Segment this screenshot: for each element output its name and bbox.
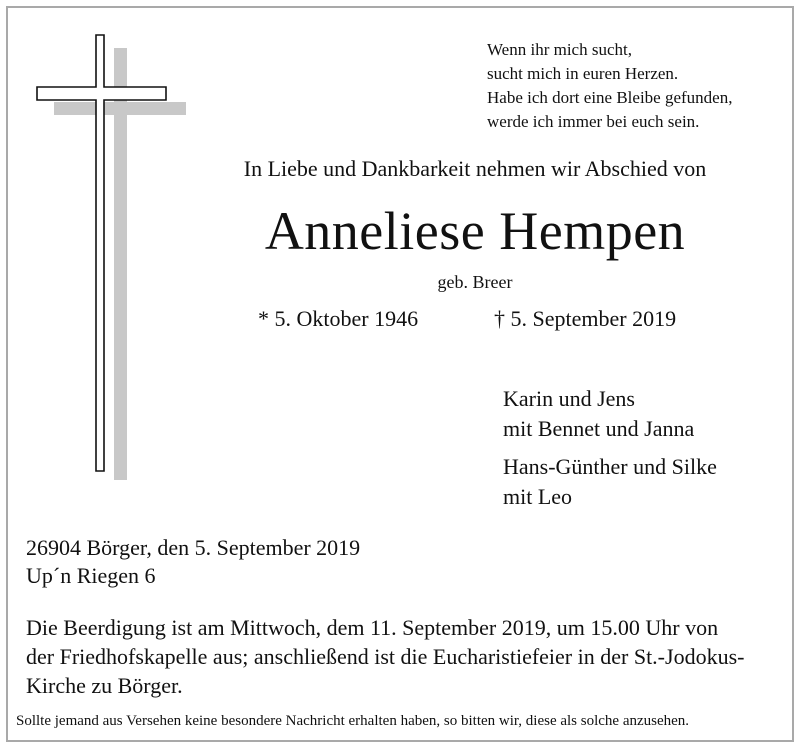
family-line: Karin und Jens xyxy=(503,386,635,411)
poem xyxy=(487,38,777,134)
poem-line: werde ich immer bei euch sein. xyxy=(487,112,700,131)
family-line: mit Leo xyxy=(503,484,573,509)
death-date: † 5. September 2019 xyxy=(494,306,677,331)
family-group xyxy=(503,384,717,444)
poem-line: sucht mich in euren Herzen. xyxy=(487,64,679,83)
family-line: Hans-Günther und Silke xyxy=(503,454,717,479)
funeral-line: Kirche zu Börger. xyxy=(26,673,183,698)
maiden-name: geb. Breer xyxy=(437,272,513,292)
notification-note: Sollte jemand aus Versehen keine besondere Nachricht erhalten haben, so bitten wir, diese als solche anzusehen. xyxy=(16,713,690,729)
address-block xyxy=(26,534,360,590)
street-address: Up´n Riegen 6 xyxy=(26,563,156,588)
cross-outline xyxy=(37,35,166,471)
cross-shadow-horizontal xyxy=(54,102,186,115)
poem-line: Habe ich dort eine Bleibe gefunden, xyxy=(487,88,733,107)
place-date: 26904 Börger, den 5. September 2019 xyxy=(26,535,361,560)
funeral-info xyxy=(26,613,786,700)
birth-date: * 5. Oktober 1946 xyxy=(258,306,419,331)
family-line: mit Bennet und Janna xyxy=(503,416,695,441)
intro-text: In Liebe und Dankbarkeit nehmen wir Abschied von xyxy=(243,156,707,181)
family-list xyxy=(503,384,717,512)
poem-line: Wenn ihr mich sucht, xyxy=(487,40,632,59)
funeral-line: der Friedhofskapelle aus; anschließend ist die Eucharistiefeier in der St.-Jodokus- xyxy=(26,644,745,669)
deceased-name: Anneliese Hempen xyxy=(264,201,686,261)
funeral-line: Die Beerdigung ist am Mittwoch, dem 11. September 2019, um 15.00 Uhr von xyxy=(26,615,719,640)
family-group xyxy=(503,452,717,512)
